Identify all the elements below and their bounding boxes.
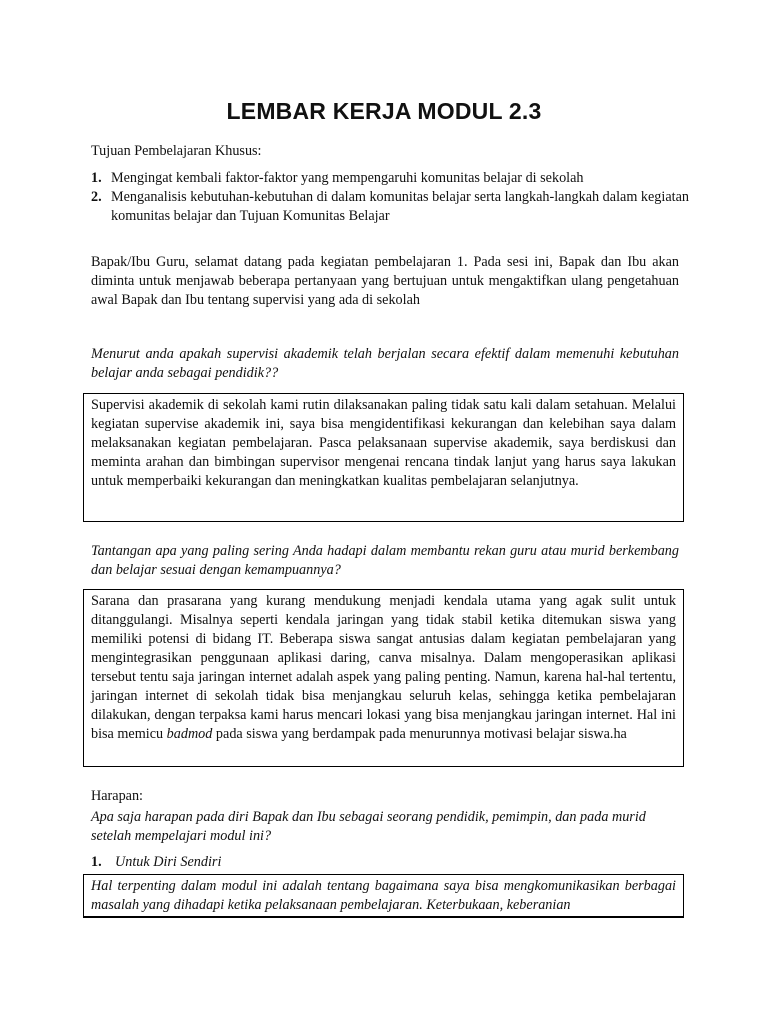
- answer-2-text: Sarana dan prasarana yang kurang mendukung menjadi kendala utama yang agak sulit untuk ditanggulangi. Misalnya seperti kendala jaringan yang tidak stabil ketika ditemukan siswa yang memiliki potensi di bidang IT. Beberapa siswa sangat antusias dalam kegiatan pembelajaran yang mengintegrasikan penggunaan aplikasi daring, canva misalnya. Dalam mengoperasikan aplikasi tersebut tentu saja jaringan internet adalah aspek yang paling penting. Namun, karena hal-hal tertentu, jaringan internet di sekolah tidak bisa menjangkau seluruh kelas, sehingga ketika pembelajaran dilakukan, dengan terpaksa kami harus mencari lokasi yang bisa menjangkau jaringan internet. Hal ini bisa memicu: [91, 593, 676, 742]
- answer-box-3: [83, 874, 684, 918]
- answer-box-2: [83, 589, 684, 767]
- hope-heading: Harapan:: [91, 788, 143, 804]
- answer-2-text-end: pada siswa yang berdampak pada menurunnya motivasi belajar siswa.ha: [212, 726, 627, 742]
- answer-3-text: Hal terpenting dalam modul ini adalah tentang bagaimana saya bisa mengkomunikasikan berbagai masalah yang dihadapi ketika pelaksanaan pembelajaran. Keterbukaan, keberanian: [91, 878, 676, 913]
- list-number: 2.: [91, 189, 102, 205]
- objectives-list: [91, 169, 691, 226]
- subsection-self: [91, 853, 221, 872]
- objectives-heading: Tujuan Pembelajaran Khusus:: [91, 143, 262, 159]
- list-item: [91, 188, 691, 226]
- list-number: 1.: [91, 170, 102, 186]
- subsection-label: Untuk Diri Sendiri: [115, 854, 222, 870]
- hope-question: Apa saja harapan pada diri Bapak dan Ibu sebagai seorang pendidik, pemimpin, dan pada murid setelah mempelajari modul ini?: [91, 809, 646, 844]
- list-item: [91, 169, 691, 188]
- question-2: Tantangan apa yang paling sering Anda hadapi dalam membantu rekan guru atau murid berkembang dan belajar sesuai dengan kemampuannya?: [91, 543, 679, 578]
- intro-paragraph: Bapak/Ibu Guru, selamat datang pada kegiatan pembelajaran 1. Pada sesi ini, Bapak dan Ibu akan diminta untuk menjawab beberapa pertanyaan yang bertujuan untuk mengaktifkan ulang pengetahuan awal Bapak dan Ibu tentang supervisi yang ada di sekolah: [91, 254, 679, 308]
- list-text: Mengingat kembali faktor-faktor yang mempengaruhi komunitas belajar di sekolah: [111, 170, 584, 186]
- list-text: Menganalisis kebutuhan-kebutuhan di dalam komunitas belajar serta langkah-langkah dalam kegiatan komunitas belajar dan Tujuan Komunitas Belajar: [111, 189, 689, 224]
- answer-box-1: [83, 393, 684, 522]
- answer-2-emphasis: badmod: [166, 726, 213, 742]
- subsection-number: 1.: [91, 854, 102, 870]
- question-1: Menurut anda apakah supervisi akademik telah berjalan secara efektif dalam memenuhi kebutuhan belajar anda sebagai pendidik??: [91, 346, 679, 381]
- page-title: LEMBAR KERJA MODUL 2.3: [226, 98, 542, 124]
- answer-1-text: Supervisi akademik di sekolah kami rutin dilaksanakan paling tidak satu kali dalam setahuan. Melalui kegiatan supervise akademik ini, saya bisa mengidentifikasi kekurangan dan kelebihan saya dalam melaksanakan kegiatan pembelajaran. Pasca pelaksanaan supervise akademik, saya berdiskusi dan meminta arahan dan bimbingan supervisor mengenai rencana tindak lanjut yang harus saya lakukan untuk memperbaiki kekurangan dan meningkatkan kualitas pembelajaran selanjutnya.: [91, 397, 676, 489]
